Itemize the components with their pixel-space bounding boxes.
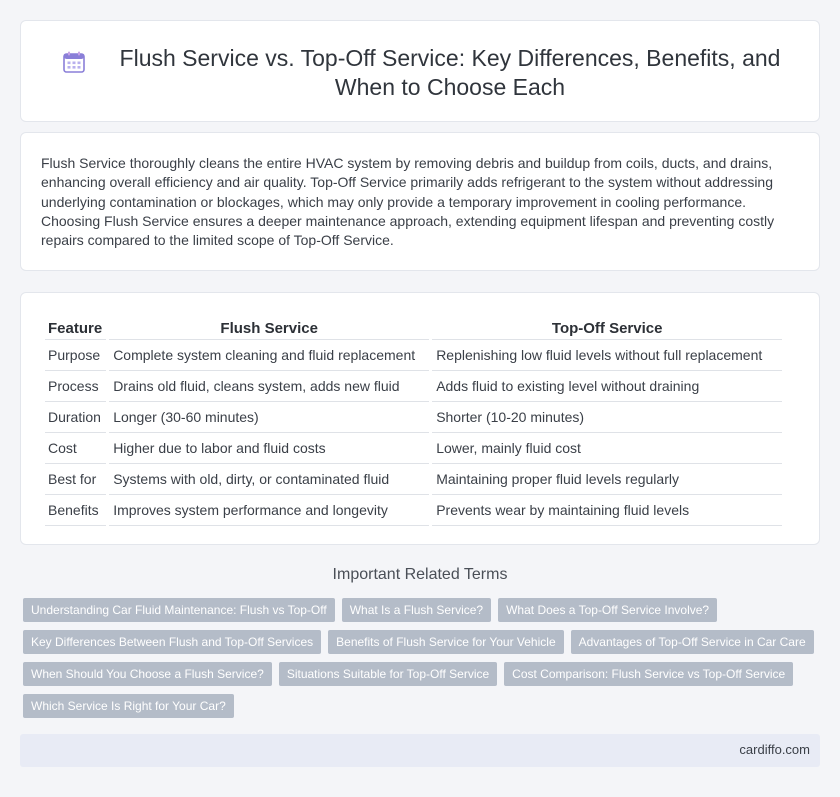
table-row <box>45 464 782 495</box>
table-cell-feature: Purpose <box>45 340 106 371</box>
header-top-off-service: Top-Off Service <box>432 315 782 340</box>
related-term-tag[interactable]: When Should You Choose a Flush Service? <box>23 662 272 686</box>
table-row <box>45 340 782 371</box>
tag-row <box>23 598 823 622</box>
table-cell-flush: Improves system performance and longevity <box>109 495 429 526</box>
header-feature: Feature <box>45 315 106 340</box>
table-cell-feature: Process <box>45 371 106 402</box>
table-cell-top-off: Lower, mainly fluid cost <box>432 433 782 464</box>
table-cell-feature: Benefits <box>45 495 106 526</box>
related-term-tag[interactable]: Which Service Is Right for Your Car? <box>23 694 234 718</box>
table-row <box>45 402 782 433</box>
table-cell-flush: Drains old fluid, cleans system, adds new fluid <box>109 371 429 402</box>
page-title: Flush Service vs. Top-Off Service: Key Differences, Benefits, and When to Choose Each <box>119 45 781 100</box>
table-cell-flush: Systems with old, dirty, or contaminated fluid <box>109 464 429 495</box>
intro-card <box>20 132 820 271</box>
table-cell-top-off: Adds fluid to existing level without draining <box>432 371 782 402</box>
title-card <box>20 20 820 122</box>
related-term-tag[interactable]: Advantages of Top-Off Service in Car Care <box>571 630 814 654</box>
footer <box>20 734 820 767</box>
header-flush-service: Flush Service <box>109 315 429 340</box>
table-cell-top-off: Prevents wear by maintaining fluid levels <box>432 495 782 526</box>
related-term-tag[interactable]: Situations Suitable for Top-Off Service <box>279 662 497 686</box>
tag-row <box>23 694 823 718</box>
table-cell-flush: Longer (30-60 minutes) <box>109 402 429 433</box>
comparison-table <box>42 315 785 526</box>
intro-paragraph: Flush Service thoroughly cleans the entire HVAC system by removing debris and buildup from coils, ducts, and drains, enhancing overall efficiency and air quality. Top-Off Service primarily adds refrigerant to the system without addressing underlying contamination or blockages, which may only provide a temporary improvement in cooling performance. Choosing Flush Service ensures a deeper maintenance approach, extending equipment lifespan and preventing costly repairs compared to the limited scope of Top-Off Service. <box>41 155 775 249</box>
related-term-tag[interactable]: What Does a Top-Off Service Involve? <box>498 598 717 622</box>
tag-row <box>23 630 823 654</box>
table-cell-top-off: Replenishing low fluid levels without full replacement <box>432 340 782 371</box>
related-term-tag[interactable]: What Is a Flush Service? <box>342 598 491 622</box>
tag-row <box>23 662 823 686</box>
table-row <box>45 371 782 402</box>
table-row <box>45 433 782 464</box>
table-cell-feature: Cost <box>45 433 106 464</box>
related-terms-list <box>23 598 823 726</box>
table-cell-flush: Complete system cleaning and fluid replacement <box>109 340 429 371</box>
site-link[interactable]: cardiffo.com <box>739 742 810 757</box>
related-terms-heading: Important Related Terms <box>332 566 508 583</box>
table-header-row <box>45 315 782 340</box>
related-term-tag[interactable]: Cost Comparison: Flush Service vs Top-Off Service <box>504 662 793 686</box>
related-term-tag[interactable]: Key Differences Between Flush and Top-Off Services <box>23 630 321 654</box>
table-cell-top-off: Shorter (10-20 minutes) <box>432 402 782 433</box>
table-cell-feature: Best for <box>45 464 106 495</box>
table-row <box>45 495 782 526</box>
comparison-card <box>20 292 820 545</box>
table-cell-top-off: Maintaining proper fluid levels regularly <box>432 464 782 495</box>
related-term-tag[interactable]: Benefits of Flush Service for Your Vehicle <box>328 630 563 654</box>
table-cell-flush: Higher due to labor and fluid costs <box>109 433 429 464</box>
table-cell-feature: Duration <box>45 402 106 433</box>
related-term-tag[interactable]: Understanding Car Fluid Maintenance: Flush vs Top-Off <box>23 598 335 622</box>
